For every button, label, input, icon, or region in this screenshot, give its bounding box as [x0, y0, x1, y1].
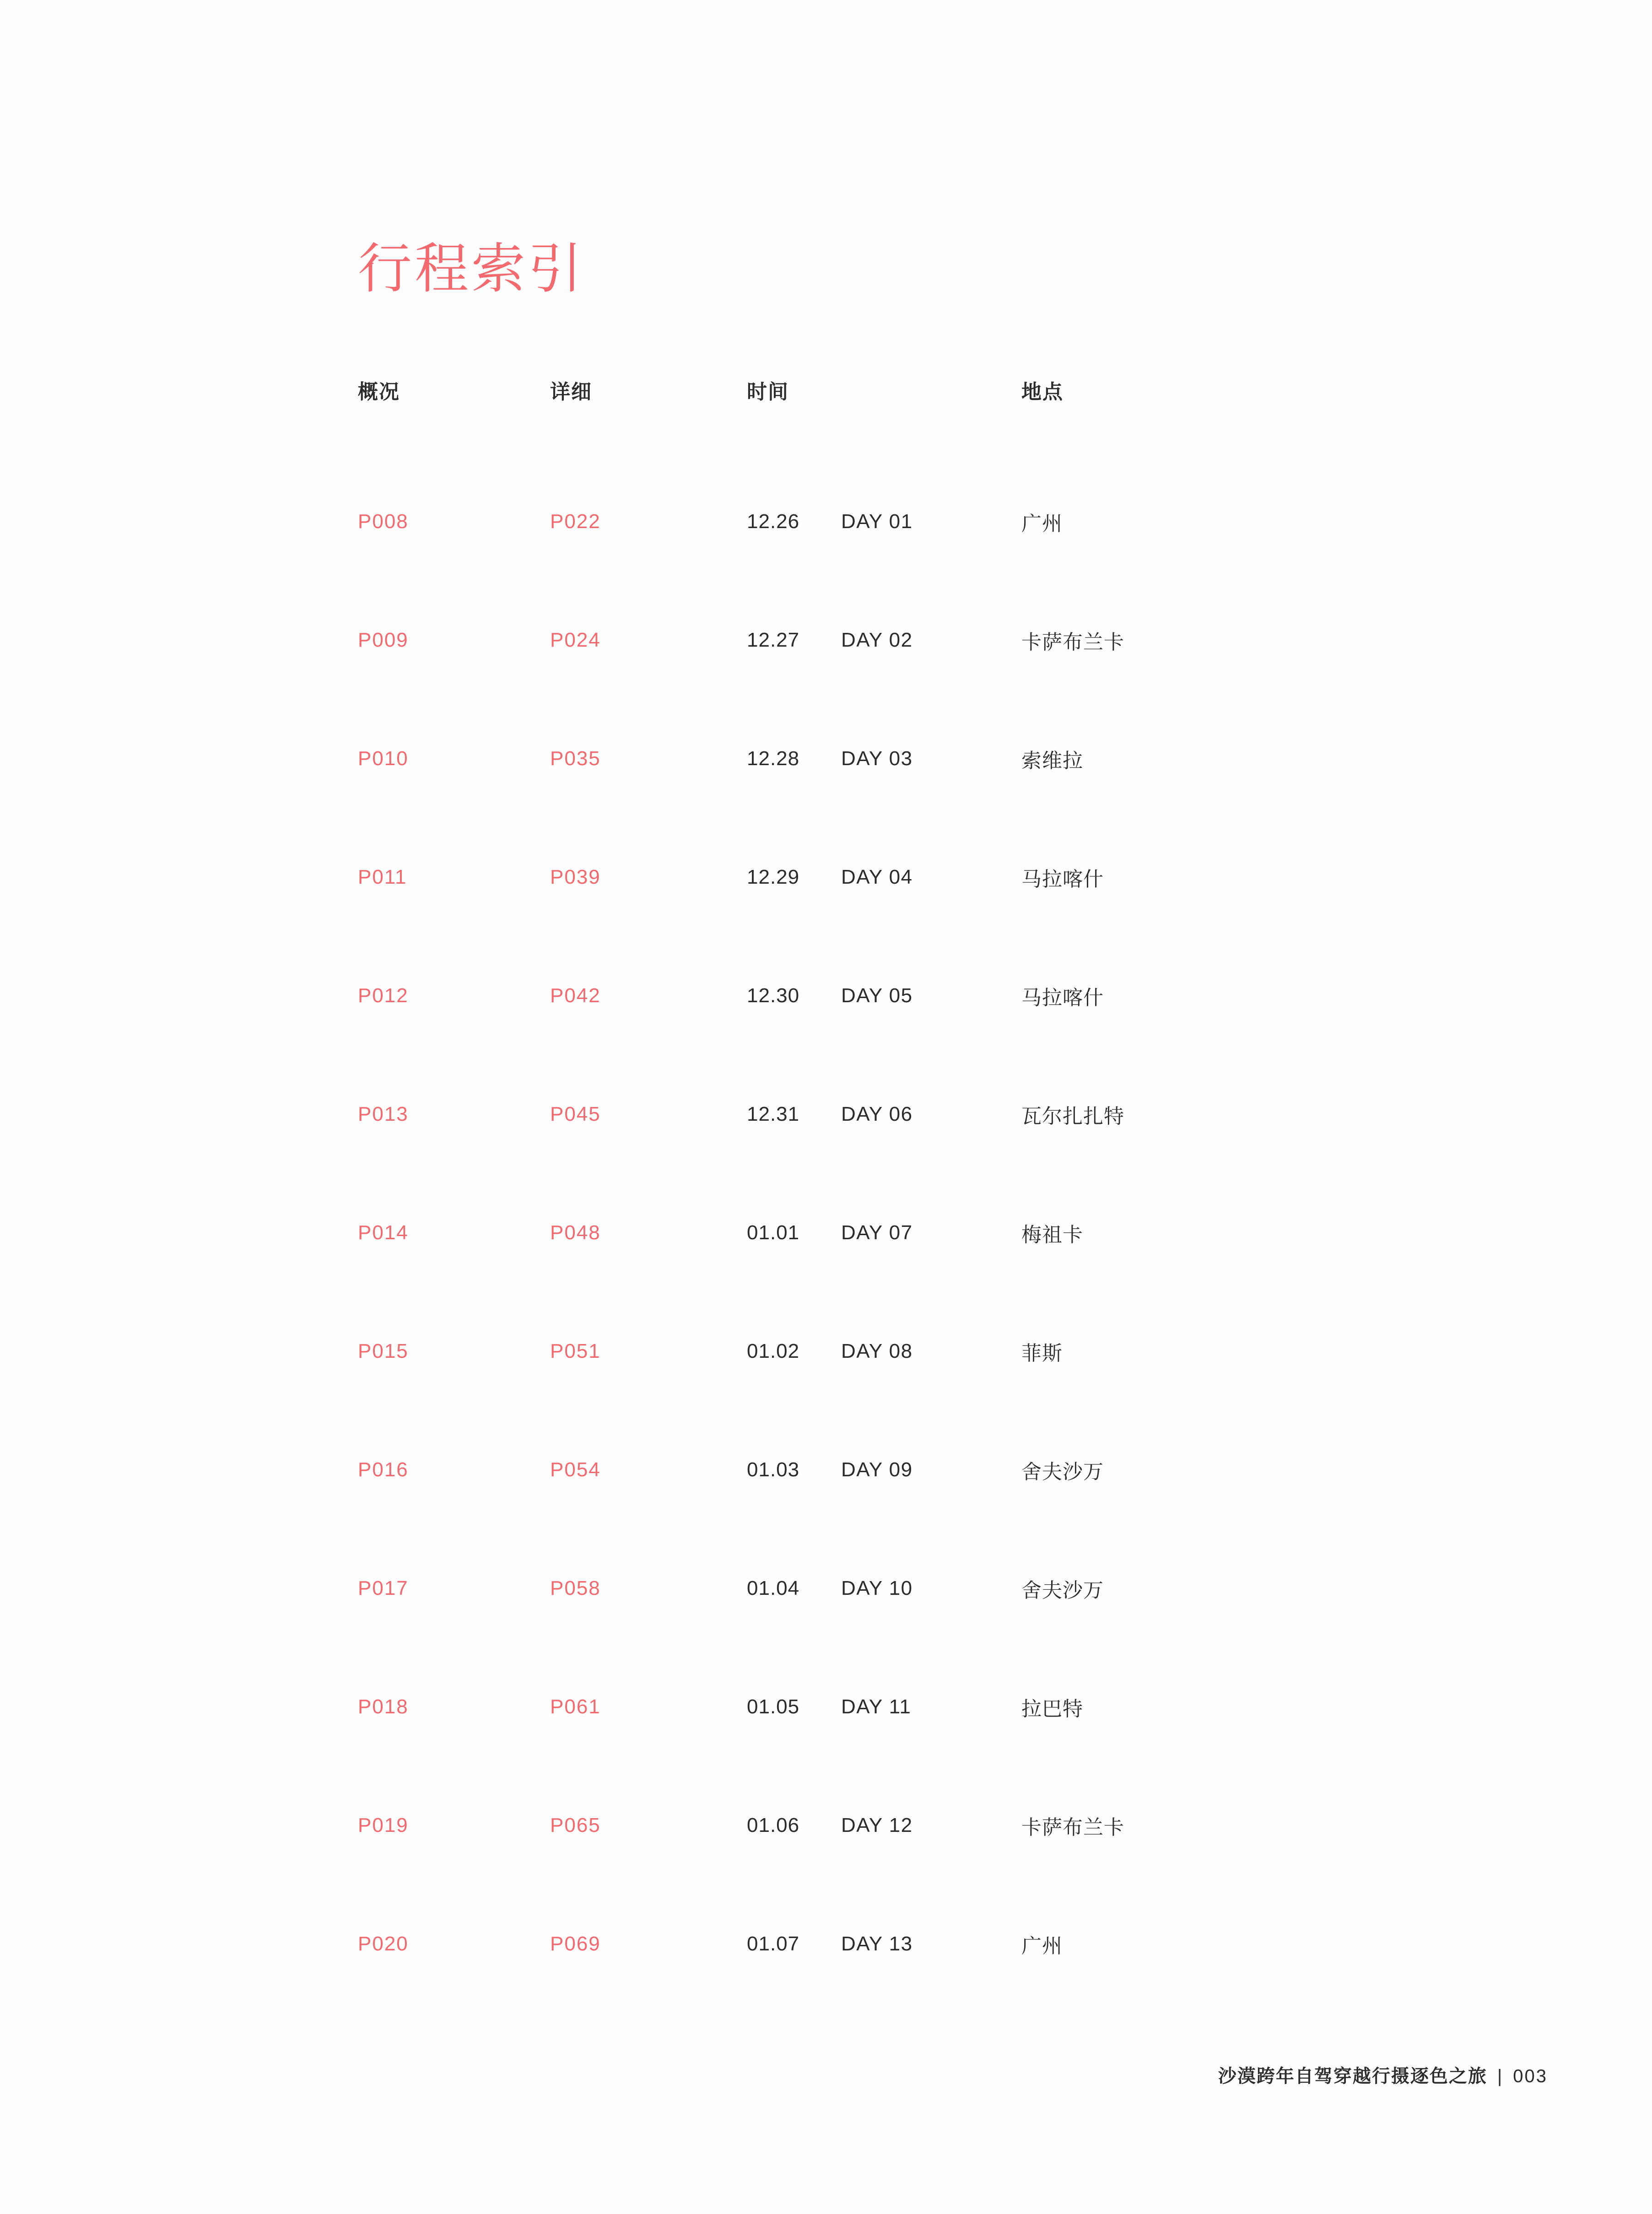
date-text: 01.05 [747, 1695, 800, 1718]
place-cell: 瓦尔扎扎特 [1021, 1105, 1124, 1128]
detail-page-link[interactable] [550, 1885, 747, 2003]
detail-page-code: P045 [550, 1102, 601, 1125]
table-row [358, 1647, 1456, 1766]
detail-page-code: P051 [550, 1339, 601, 1362]
overview-page-link[interactable] [358, 1292, 550, 1410]
time-cell [747, 1885, 1021, 2003]
detail-page-code: P058 [550, 1577, 601, 1599]
column-header-detail: 详细 [550, 381, 592, 403]
overview-page-code: P010 [358, 747, 409, 770]
overview-page-code: P014 [358, 1221, 409, 1244]
date-text: 01.01 [747, 1221, 800, 1244]
date-text: 12.31 [747, 1102, 800, 1125]
table-body [358, 462, 1456, 2003]
detail-page-code: P022 [550, 510, 601, 533]
day-text: DAY 10 [841, 1577, 913, 1599]
page-title: 行程索引 [358, 239, 585, 300]
place-cell: 广州 [1021, 512, 1063, 535]
time-cell [747, 936, 1021, 1055]
detail-page-code: P024 [550, 628, 601, 651]
table-header [358, 375, 1456, 462]
overview-page-code: P018 [358, 1695, 409, 1718]
place-cell: 索维拉 [1021, 749, 1083, 772]
detail-page-code: P042 [550, 984, 601, 1007]
table-row [358, 1055, 1456, 1173]
date-text: 01.06 [747, 1814, 800, 1836]
table-header-row [358, 375, 1456, 462]
overview-page-code: P017 [358, 1577, 409, 1599]
time-cell [747, 462, 1021, 581]
table-row [358, 1410, 1456, 1529]
overview-page-code: P020 [358, 1932, 409, 1955]
overview-page-link[interactable] [358, 581, 550, 699]
overview-page-code: P011 [358, 865, 407, 888]
place-cell: 马拉喀什 [1021, 986, 1104, 1009]
detail-page-link[interactable] [550, 1292, 747, 1410]
table-row [358, 1292, 1456, 1410]
table-row [358, 699, 1456, 818]
time-cell [747, 1529, 1021, 1647]
column-header-overview: 概况 [358, 381, 400, 403]
detail-page-code: P065 [550, 1814, 601, 1836]
date-text: 12.26 [747, 510, 800, 533]
overview-page-link[interactable] [358, 818, 550, 936]
overview-page-link[interactable] [358, 1885, 550, 2003]
day-text: DAY 08 [841, 1339, 913, 1362]
date-text: 12.27 [747, 628, 800, 651]
day-text: DAY 01 [841, 510, 913, 533]
place-cell: 梅祖卡 [1021, 1223, 1083, 1246]
detail-page-code: P035 [550, 747, 601, 770]
place-cell: 舍夫沙万 [1021, 1579, 1104, 1602]
detail-page-link[interactable] [550, 1766, 747, 1885]
overview-page-link[interactable] [358, 699, 550, 818]
overview-page-code: P012 [358, 984, 409, 1007]
date-text: 01.03 [747, 1458, 800, 1481]
time-cell [747, 1292, 1021, 1410]
footer-separator: | [1497, 2066, 1503, 2086]
table-row [358, 818, 1456, 936]
place-cell: 卡萨布兰卡 [1021, 631, 1124, 653]
table-row [358, 1885, 1456, 2003]
day-text: DAY 11 [841, 1695, 912, 1718]
day-text: DAY 07 [841, 1221, 913, 1244]
detail-page-link[interactable] [550, 1410, 747, 1529]
place-cell: 卡萨布兰卡 [1021, 1816, 1124, 1839]
table-row [358, 936, 1456, 1055]
place-cell: 广州 [1021, 1934, 1063, 1957]
day-text: DAY 03 [841, 747, 913, 770]
detail-page-link[interactable] [550, 1055, 747, 1173]
overview-page-code: P015 [358, 1339, 409, 1362]
overview-page-link[interactable] [358, 1529, 550, 1647]
page-footer [1218, 2062, 1548, 2088]
date-text: 01.07 [747, 1932, 800, 1955]
column-header-place: 地点 [1021, 381, 1064, 403]
overview-page-link[interactable] [358, 462, 550, 581]
overview-page-code: P008 [358, 510, 409, 533]
time-cell [747, 1410, 1021, 1529]
overview-page-code: P013 [358, 1102, 409, 1125]
table-row [358, 462, 1456, 581]
detail-page-code: P061 [550, 1695, 601, 1718]
column-header-time: 时间 [747, 381, 789, 403]
overview-page-link[interactable] [358, 1055, 550, 1173]
detail-page-link[interactable] [550, 1647, 747, 1766]
date-text: 12.30 [747, 984, 800, 1007]
detail-page-code: P069 [550, 1932, 601, 1955]
detail-page-link[interactable] [550, 699, 747, 818]
detail-page-link[interactable] [550, 462, 747, 581]
day-text: DAY 09 [841, 1458, 913, 1481]
detail-page-link[interactable] [550, 936, 747, 1055]
itinerary-index-table [358, 375, 1456, 2003]
date-text: 12.29 [747, 865, 800, 888]
table-row [358, 1173, 1456, 1292]
date-text: 01.02 [747, 1339, 800, 1362]
detail-page-link[interactable] [550, 581, 747, 699]
overview-page-code: P019 [358, 1814, 409, 1836]
time-cell [747, 1766, 1021, 1885]
date-text: 12.28 [747, 747, 800, 770]
time-cell [747, 1647, 1021, 1766]
overview-page-link[interactable] [358, 1766, 550, 1885]
footer-title: 沙漠跨年自驾穿越行摄逐色之旅 [1218, 2066, 1487, 2086]
time-cell [747, 818, 1021, 936]
overview-page-link[interactable] [358, 1410, 550, 1529]
detail-page-link[interactable] [550, 1173, 747, 1292]
overview-page-link[interactable] [358, 1647, 550, 1766]
place-cell: 拉巴特 [1021, 1697, 1083, 1720]
overview-page-link[interactable] [358, 1173, 550, 1292]
detail-page-code: P048 [550, 1221, 601, 1244]
date-text: 01.04 [747, 1577, 800, 1599]
overview-page-code: P016 [358, 1458, 409, 1481]
detail-page-code: P039 [550, 865, 601, 888]
place-cell: 马拉喀什 [1021, 868, 1104, 891]
time-cell [747, 1173, 1021, 1292]
day-text: DAY 04 [841, 865, 913, 888]
overview-page-link[interactable] [358, 936, 550, 1055]
table-row [358, 581, 1456, 699]
day-text: DAY 12 [841, 1814, 913, 1836]
day-text: DAY 06 [841, 1102, 913, 1125]
detail-page-link[interactable] [550, 818, 747, 936]
detail-page-code: P054 [550, 1458, 601, 1481]
page-number: 003 [1513, 2066, 1548, 2086]
table-row [358, 1766, 1456, 1885]
day-text: DAY 05 [841, 984, 913, 1007]
table-row [358, 1529, 1456, 1647]
time-cell [747, 1055, 1021, 1173]
overview-page-code: P009 [358, 628, 409, 651]
day-text: DAY 13 [841, 1932, 913, 1955]
time-cell [747, 581, 1021, 699]
place-cell: 舍夫沙万 [1021, 1460, 1104, 1483]
detail-page-link[interactable] [550, 1529, 747, 1647]
time-cell [747, 699, 1021, 818]
place-cell: 菲斯 [1021, 1342, 1063, 1365]
day-text: DAY 02 [841, 628, 913, 651]
